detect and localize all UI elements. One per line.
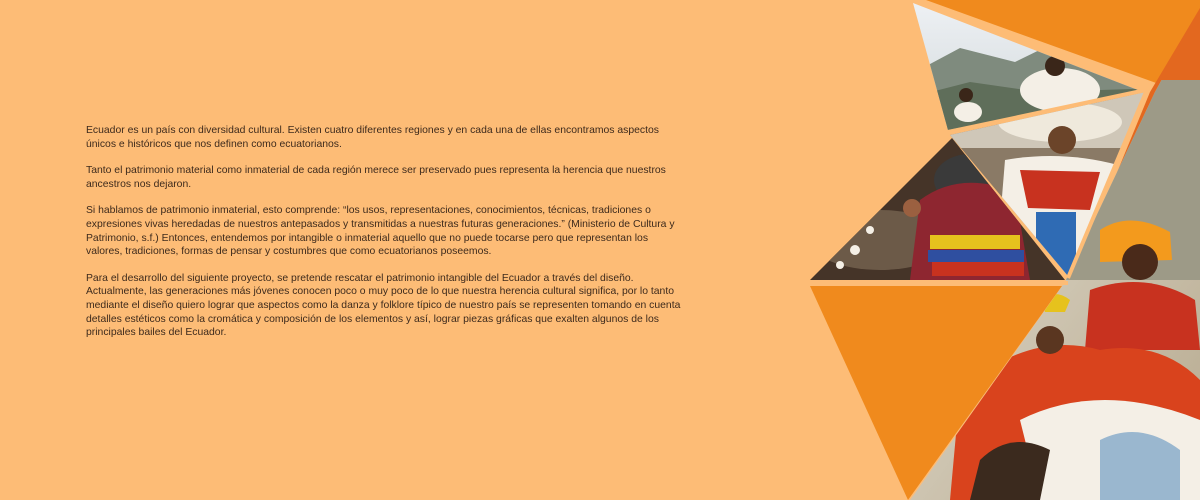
body-text (86, 124, 686, 353)
triangle-collage-graphic (800, 0, 1200, 500)
paragraph-2: Tanto el patrimonio material como inmaterial de cada región merece ser preservado pues representa la herencia que nuestros ancestros nos dejaron. (86, 165, 666, 190)
photo-collage (800, 0, 1200, 500)
paragraph-1: Ecuador es un país con diversidad cultural. Existen cuatro diferentes regiones y en cada una de ellas encontramos aspectos únicos e históricos que nos definen como ecuatorianos. (86, 125, 659, 150)
paragraph-4: Para el desarrollo del siguiente proyecto, se pretende rescatar el patrimonio intangible del Ecuador a través del diseño. Actualmente, las generaciones más jóvenes conocen poco o muy poco de lo que nuestra herencia cultural significa, por lo tanto mediante el diseño quiero lograr que aspectos como la danza y folklore típico de nuestro país se representen tomando en cuenta detalles estéticos como la cromática y composición de los elementos y así, lograr piezas gráficas que exalten algunos de los principales bailes del Ecuador. (86, 272, 681, 339)
paragraph-3: Si hablamos de patrimonio inmaterial, esto comprende: “los usos, representaciones, conocimientos, técnicas, tradiciones o expresiones vivas heredadas de nuestros antepasados y transmitidas a nuestras futuras generaciones.” (Ministerio de Cultura y Patrimonio, s.f.) Entonces, entendemos por intangible o inmaterial aquello que no puede tocarse pero que representan los valores, tradiciones, formas de pensar y costumbres que como ecuatorianos poseemos. (86, 205, 675, 258)
